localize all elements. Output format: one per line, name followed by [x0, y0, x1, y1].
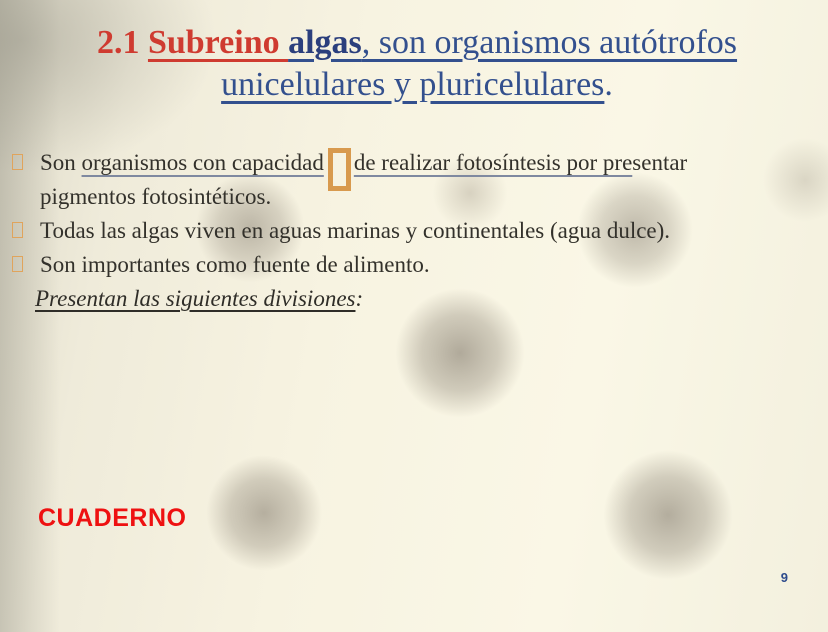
bullet1-underlined-1: organismos con capacidad	[81, 150, 324, 175]
title-period: .	[604, 66, 613, 103]
title-line-1	[30, 22, 804, 64]
slide-title	[30, 22, 804, 106]
bullet1-line2: pigmentos fotosintéticos.	[40, 184, 272, 209]
title-line2-text: unicelulares y pluricelulares	[221, 66, 605, 103]
page-number: 9	[780, 570, 788, 585]
bullet2-text: Todas las algas viven en aguas marinas y continentales (agua dulce).	[40, 218, 671, 243]
title-algas: algas	[288, 24, 362, 61]
bullet-item-1-line-2	[10, 180, 824, 214]
divisions-colon: :	[355, 286, 364, 311]
divisions-text: Presentan las siguientes divisiones	[35, 286, 356, 311]
title-rest-line1: , son organismos autótrofos	[361, 24, 738, 61]
title-subreino: Subreino	[147, 24, 289, 61]
missing-glyph-icon	[328, 148, 351, 191]
bullet1-pre: Son	[40, 150, 82, 175]
title-number: 2.1	[96, 24, 148, 61]
bullet-item-1	[10, 146, 824, 180]
bullet1-tail: sentar	[632, 150, 688, 175]
bullet-box-icon	[12, 222, 23, 238]
divisions-note	[35, 282, 824, 316]
bullet-box-icon	[12, 256, 23, 272]
cuaderno-label: CUADERNO	[38, 504, 187, 532]
bullet1-underlined-2: de realizar fotosíntesis por pre	[353, 150, 633, 175]
bullet-box-icon	[12, 154, 23, 170]
bullet-item-3	[10, 248, 824, 282]
bullet3-text: Son importantes como fuente de alimento.	[40, 252, 430, 277]
title-line-2	[30, 64, 804, 106]
bullet-item-2	[10, 214, 824, 248]
bullet-list	[10, 146, 824, 316]
